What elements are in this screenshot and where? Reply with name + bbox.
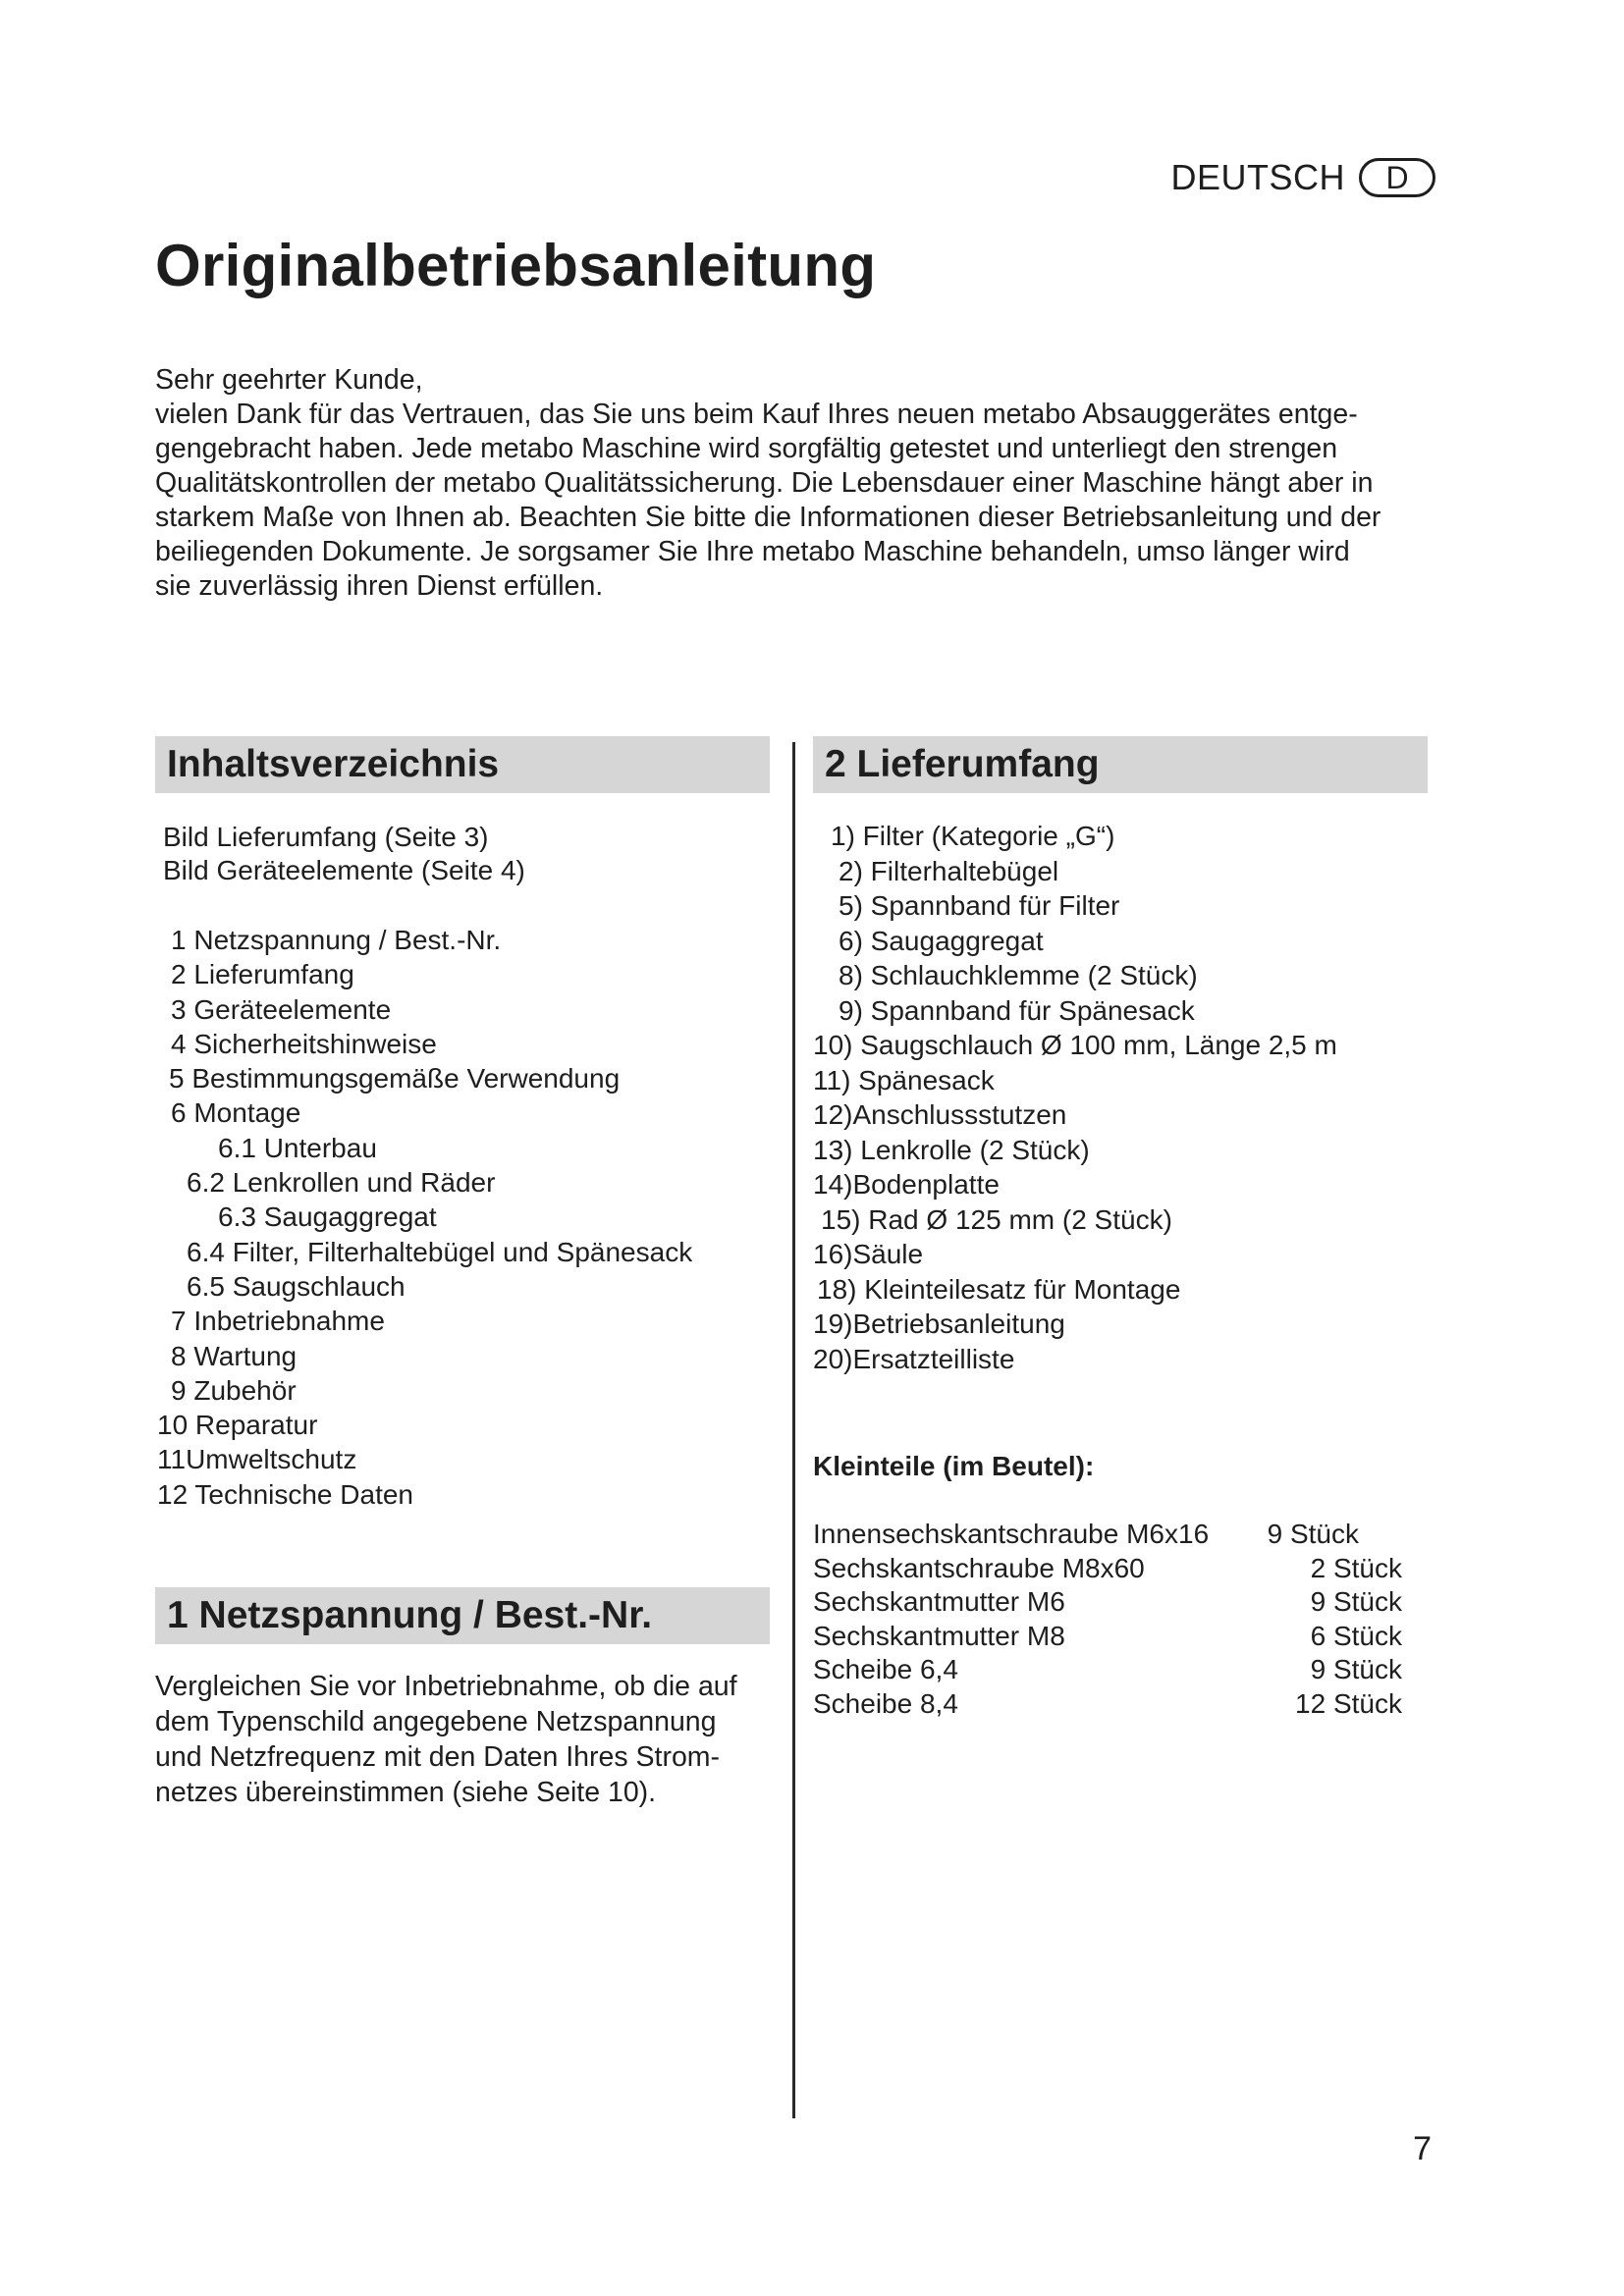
delivery-item: 1) Filter (Kategorie „G“) (831, 821, 1115, 851)
section-1-line: dem Typenschild angegebene Netzspannung (155, 1706, 717, 1737)
intro-text (155, 363, 1471, 604)
toc-item: 6.3 Saugaggregat (218, 1201, 437, 1233)
small-parts-heading: Kleinteile (im Beutel): (813, 1451, 1095, 1481)
small-parts-list (813, 1518, 1402, 1721)
part-quantity: 9 Stück (1310, 1654, 1402, 1684)
intro-line: vielen Dank für das Vertrauen, das Sie uns beim Kauf Ihres neuen metabo Absauggerätes entge- (155, 399, 1358, 430)
delivery-item: 10) Saugschlauch Ø 100 mm, Länge 2,5 m (813, 1030, 1337, 1060)
delivery-item: 8) Schlauchklemme (2 Stück) (839, 960, 1198, 990)
delivery-item: 20)Ersatzteilliste (813, 1343, 1015, 1374)
toc-item: 1 Netzspannung / Best.-Nr. (171, 925, 502, 955)
toc-item: 6.2 Lenkrollen und Räder (187, 1167, 496, 1199)
toc-item: 7 Inbetriebnahme (171, 1306, 385, 1337)
toc-item: 12 Technische Daten (157, 1478, 413, 1510)
intro-line: starkem Maße von Ihnen ab. Beachten Sie bitte die Informationen dieser Betriebsanleitung und der (155, 502, 1381, 533)
toc-item: 10 Reparatur (157, 1410, 318, 1441)
part-quantity: 6 Stück (1310, 1620, 1402, 1651)
document-title: Originalbetriebsanleitung (155, 233, 877, 298)
section-2-heading: 2 Lieferumfang (813, 736, 1428, 793)
toc-item: 6 Montage (171, 1097, 301, 1129)
part-name: Scheibe 6,4 (813, 1654, 958, 1684)
delivery-scope-list (813, 819, 1441, 1376)
intro-line: Qualitätskontrollen der metabo Qualitätssicherung. Die Lebensdauer einer Maschine hängt aber in (155, 467, 1374, 499)
delivery-item: 14)Bodenplatte (813, 1169, 1000, 1200)
intro-line: gengebracht haben. Jede metabo Maschine wird sorgfältig getestet und unterliegt den strengen (155, 433, 1338, 464)
section-1-heading: 1 Netzspannung / Best.-Nr. (155, 1587, 770, 1644)
intro-salutation: Sehr geehrter Kunde, (155, 364, 423, 396)
toc-item: 4 Sicherheitshinweise (171, 1028, 437, 1059)
small-part-row (813, 1585, 1402, 1620)
part-name: Sechskantmutter M6 (813, 1586, 1065, 1617)
toc-item: 5 Bestimmungsgemäße Verwendung (169, 1063, 621, 1095)
intro-line: beiliegenden Dokumente. Je sorgsamer Sie Ihre metabo Maschine behandeln, umso länger wird (155, 536, 1350, 567)
delivery-item: 15) Rad Ø 125 mm (2 Stück) (821, 1203, 1172, 1235)
part-name: Sechskantschraube M8x60 (813, 1552, 1145, 1583)
language-code-badge: D (1359, 158, 1435, 197)
part-quantity: 9 Stück (1267, 1519, 1359, 1549)
section-1-line: netzes übereinstimmen (siehe Seite 10). (155, 1777, 657, 1808)
toc-item: 8 Wartung (171, 1340, 298, 1371)
toc-list (157, 923, 785, 1512)
toc-item: 6.4 Filter, Filterhaltebügel und Spänesack (187, 1236, 693, 1267)
delivery-item: 13) Lenkrolle (2 Stück) (813, 1134, 1090, 1165)
small-part-row (813, 1518, 1402, 1552)
delivery-item: 2) Filterhaltebügel (839, 855, 1059, 886)
intro-line: sie zuverlässig ihren Dienst erfüllen. (155, 570, 604, 602)
small-part-row (813, 1653, 1402, 1687)
toc-figure-list (163, 821, 525, 887)
delivery-item: 5) Spannband für Filter (839, 890, 1120, 921)
toc-item: 6.1 Unterbau (218, 1132, 377, 1163)
delivery-item: 9) Spannband für Spänesack (839, 994, 1195, 1026)
delivery-item: 12)Anschlussstutzen (813, 1099, 1067, 1130)
part-name: Innensechskantschraube M6x16 (813, 1519, 1210, 1549)
delivery-item: 19)Betriebsanleitung (813, 1308, 1065, 1339)
section-1-line: und Netzfrequenz mit den Daten Ihres Strom- (155, 1741, 721, 1773)
delivery-item: 6) Saugaggregat (839, 925, 1044, 956)
toc-item: 2 Lieferumfang (171, 959, 354, 990)
part-name: Sechskantmutter M8 (813, 1620, 1065, 1651)
part-name: Scheibe 8,4 (813, 1687, 958, 1719)
toc-figure-entry: Bild Lieferumfang (Seite 3) (163, 822, 489, 852)
small-part-row (813, 1552, 1402, 1586)
toc-figure-entry: Bild Geräteelemente (Seite 4) (163, 855, 525, 885)
delivery-item: 11) Spänesack (813, 1064, 995, 1095)
language-label: DEUTSCH (1170, 157, 1345, 197)
part-quantity: 12 Stück (1295, 1687, 1402, 1719)
delivery-item: 18) Kleinteilesatz für Montage (817, 1273, 1181, 1305)
column-divider (792, 742, 795, 2118)
small-part-row (813, 1620, 1402, 1654)
delivery-item: 16)Säule (813, 1239, 924, 1269)
part-quantity: 9 Stück (1310, 1586, 1402, 1617)
section-1-line: Vergleichen Sie vor Inbetriebnahme, ob die auf (155, 1671, 737, 1702)
part-quantity: 2 Stück (1310, 1552, 1402, 1583)
page-number: 7 (1413, 2130, 1432, 2167)
toc-item: 3 Geräteelemente (171, 993, 392, 1025)
toc-item: 11Umweltschutz (157, 1444, 357, 1475)
toc-heading: Inhaltsverzeichnis (155, 736, 770, 793)
small-part-row (813, 1687, 1402, 1722)
section-1-text (155, 1669, 784, 1810)
toc-item: 9 Zubehör (171, 1374, 297, 1406)
toc-item: 6.5 Saugschlauch (187, 1270, 406, 1302)
language-indicator (1170, 157, 1435, 198)
